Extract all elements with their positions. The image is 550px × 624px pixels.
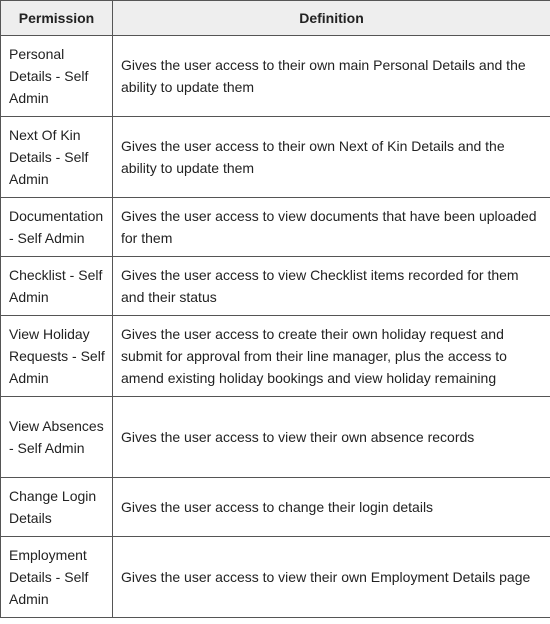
table-row <box>1 397 550 478</box>
column-header-permission: Permission <box>1 1 113 36</box>
definition-cell: Gives the user access to view documents that have been uploaded for them <box>113 198 550 257</box>
table-row <box>1 36 550 117</box>
table-row <box>1 257 550 316</box>
permission-cell: Next Of Kin Details - Self Admin <box>1 117 113 198</box>
table-row <box>1 198 550 257</box>
definition-cell: Gives the user access to create their own holiday request and submit for approval from their line manager, plus the access to amend existing holiday bookings and view holiday remaining <box>113 316 550 397</box>
permission-cell: View Holiday Requests - Self Admin <box>1 316 113 397</box>
definition-cell: Gives the user access to change their login details <box>113 478 550 537</box>
permission-cell: Change Login Details <box>1 478 113 537</box>
permission-cell: Employment Details - Self Admin <box>1 537 113 618</box>
definition-cell: Gives the user access to their own Next of Kin Details and the ability to update them <box>113 117 550 198</box>
permission-cell: View Absences - Self Admin <box>1 397 113 478</box>
table-row <box>1 537 550 618</box>
definition-cell: Gives the user access to view their own absence records <box>113 397 550 478</box>
table-row <box>1 316 550 397</box>
table-header-row <box>1 1 550 36</box>
table-row <box>1 117 550 198</box>
permission-cell: Checklist - Self Admin <box>1 257 113 316</box>
definition-cell: Gives the user access to their own main Personal Details and the ability to update them <box>113 36 550 117</box>
table-row <box>1 478 550 537</box>
column-header-definition: Definition <box>113 1 550 36</box>
permission-cell: Documentation - Self Admin <box>1 198 113 257</box>
definition-cell: Gives the user access to view their own Employment Details page <box>113 537 550 618</box>
permission-cell: Personal Details - Self Admin <box>1 36 113 117</box>
definition-cell: Gives the user access to view Checklist items recorded for them and their status <box>113 257 550 316</box>
